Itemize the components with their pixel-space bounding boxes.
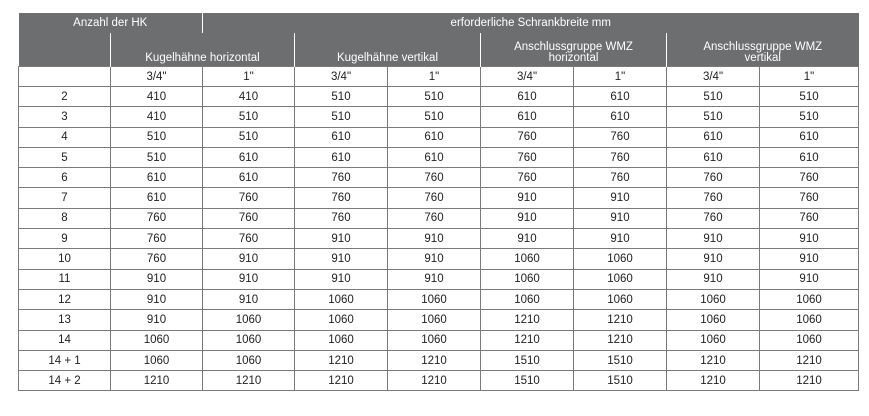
width-value-cell: 910 bbox=[295, 249, 388, 269]
table-row bbox=[19, 310, 859, 330]
width-value-cell: 1060 bbox=[295, 289, 388, 309]
row-count-cell: 14 + 1 bbox=[19, 350, 111, 370]
row-count-cell: 12 bbox=[19, 289, 111, 309]
table-body bbox=[19, 67, 859, 391]
table-row bbox=[19, 127, 859, 147]
width-value-cell: 510 bbox=[760, 107, 859, 127]
table-row bbox=[19, 168, 859, 188]
width-value-cell: 410 bbox=[203, 87, 295, 107]
row-count-cell: 14 bbox=[19, 330, 111, 350]
table-row bbox=[19, 371, 859, 391]
width-value-cell: 910 bbox=[203, 249, 295, 269]
width-value-cell: 1060 bbox=[388, 330, 481, 350]
width-value-cell: 910 bbox=[760, 249, 859, 269]
width-value-cell: 510 bbox=[203, 127, 295, 147]
width-value-cell: 1060 bbox=[481, 269, 574, 289]
width-value-cell: 1060 bbox=[295, 330, 388, 350]
row-count-cell: 14 + 2 bbox=[19, 371, 111, 391]
table-row bbox=[19, 188, 859, 208]
width-value-cell: 610 bbox=[574, 107, 667, 127]
subheader-cell: 3/4" bbox=[481, 67, 574, 87]
width-value-cell: 910 bbox=[667, 229, 760, 249]
width-value-cell: 1510 bbox=[481, 371, 574, 391]
width-value-cell: 910 bbox=[481, 229, 574, 249]
width-value-cell: 760 bbox=[203, 188, 295, 208]
width-value-cell: 910 bbox=[203, 269, 295, 289]
subheader-cell: 3/4" bbox=[295, 67, 388, 87]
header-group-wmz-horizontal bbox=[481, 33, 667, 67]
width-value-cell: 1060 bbox=[667, 330, 760, 350]
width-value-cell: 760 bbox=[388, 168, 481, 188]
width-value-cell: 1060 bbox=[111, 330, 203, 350]
header-row-groups bbox=[19, 33, 859, 67]
subheader-cell: 1" bbox=[574, 67, 667, 87]
width-value-cell: 760 bbox=[388, 188, 481, 208]
table-row bbox=[19, 350, 859, 370]
row-count-cell: 8 bbox=[19, 208, 111, 228]
width-value-cell: 1060 bbox=[760, 289, 859, 309]
header-group-kugel-vertikal: Kugelhähne vertikal bbox=[295, 33, 481, 67]
width-value-cell: 910 bbox=[667, 269, 760, 289]
header-group-wmz-vertikal-line1: Anschlussgruppe WMZ bbox=[703, 41, 823, 53]
width-value-cell: 1060 bbox=[203, 310, 295, 330]
width-value-cell: 1060 bbox=[667, 310, 760, 330]
width-value-cell: 1060 bbox=[481, 289, 574, 309]
width-value-cell: 910 bbox=[388, 229, 481, 249]
header-group-empty bbox=[19, 33, 111, 67]
width-value-cell: 760 bbox=[203, 208, 295, 228]
row-count-cell: 11 bbox=[19, 269, 111, 289]
width-value-cell: 760 bbox=[481, 168, 574, 188]
width-value-cell: 910 bbox=[574, 188, 667, 208]
width-value-cell: 1060 bbox=[574, 269, 667, 289]
width-value-cell: 1060 bbox=[574, 249, 667, 269]
width-value-cell: 1210 bbox=[574, 310, 667, 330]
width-value-cell: 1060 bbox=[760, 310, 859, 330]
width-value-cell: 610 bbox=[481, 87, 574, 107]
table-row bbox=[19, 107, 859, 127]
width-value-cell: 1210 bbox=[388, 371, 481, 391]
width-value-cell: 510 bbox=[667, 107, 760, 127]
width-value-cell: 1210 bbox=[481, 310, 574, 330]
row-count-cell: 9 bbox=[19, 229, 111, 249]
width-value-cell: 1210 bbox=[667, 350, 760, 370]
width-value-cell: 610 bbox=[667, 147, 760, 167]
width-value-cell: 1060 bbox=[388, 310, 481, 330]
width-value-cell: 760 bbox=[481, 127, 574, 147]
table-row bbox=[19, 269, 859, 289]
row-count-cell: 5 bbox=[19, 147, 111, 167]
width-value-cell: 510 bbox=[295, 107, 388, 127]
width-value-cell: 610 bbox=[111, 168, 203, 188]
width-value-cell: 910 bbox=[111, 289, 203, 309]
width-value-cell: 1060 bbox=[203, 350, 295, 370]
width-value-cell: 410 bbox=[111, 87, 203, 107]
row-count-cell: 2 bbox=[19, 87, 111, 107]
table-row bbox=[19, 147, 859, 167]
table-row bbox=[19, 229, 859, 249]
width-value-cell: 1060 bbox=[295, 310, 388, 330]
width-value-cell: 910 bbox=[388, 249, 481, 269]
width-value-cell: 910 bbox=[574, 208, 667, 228]
width-value-cell: 510 bbox=[760, 87, 859, 107]
subheader-cell: 1" bbox=[388, 67, 481, 87]
header-group-wmz-horizontal-line1: Anschlussgruppe WMZ bbox=[514, 41, 633, 53]
subheader-cell: 3/4" bbox=[667, 67, 760, 87]
table-row bbox=[19, 289, 859, 309]
row-count-cell: 3 bbox=[19, 107, 111, 127]
width-value-cell: 910 bbox=[481, 188, 574, 208]
width-value-cell: 610 bbox=[760, 127, 859, 147]
width-value-cell: 760 bbox=[111, 249, 203, 269]
subheader-row bbox=[19, 67, 859, 87]
row-count-cell: 7 bbox=[19, 188, 111, 208]
width-value-cell: 910 bbox=[481, 208, 574, 228]
table-row bbox=[19, 208, 859, 228]
width-value-cell: 910 bbox=[574, 229, 667, 249]
width-value-cell: 910 bbox=[111, 269, 203, 289]
width-value-cell: 1060 bbox=[111, 350, 203, 370]
width-value-cell: 610 bbox=[203, 168, 295, 188]
width-value-cell: 760 bbox=[667, 168, 760, 188]
width-value-cell: 610 bbox=[295, 147, 388, 167]
header-group-wmz-vertikal-line2: vertikal bbox=[744, 52, 781, 64]
subheader-cell: 1" bbox=[760, 67, 859, 87]
width-value-cell: 1510 bbox=[574, 350, 667, 370]
width-value-cell: 910 bbox=[203, 289, 295, 309]
width-value-cell: 510 bbox=[111, 127, 203, 147]
width-value-cell: 910 bbox=[760, 269, 859, 289]
row-count-cell: 13 bbox=[19, 310, 111, 330]
width-value-cell: 1060 bbox=[667, 289, 760, 309]
header-row-top bbox=[19, 13, 859, 33]
width-value-cell: 1210 bbox=[388, 350, 481, 370]
width-value-cell: 910 bbox=[295, 269, 388, 289]
width-value-cell: 1210 bbox=[574, 330, 667, 350]
width-value-cell: 1210 bbox=[760, 371, 859, 391]
header-group-kugel-horizontal: Kugelhähne horizontal bbox=[111, 33, 295, 67]
subheader-cell: 1" bbox=[203, 67, 295, 87]
table-row bbox=[19, 330, 859, 350]
width-value-cell: 760 bbox=[481, 147, 574, 167]
width-value-cell: 1510 bbox=[481, 350, 574, 370]
width-value-cell: 910 bbox=[388, 269, 481, 289]
width-value-cell: 760 bbox=[203, 229, 295, 249]
width-value-cell: 510 bbox=[388, 87, 481, 107]
width-value-cell: 1060 bbox=[574, 289, 667, 309]
width-value-cell: 1510 bbox=[574, 371, 667, 391]
row-count-cell: 10 bbox=[19, 249, 111, 269]
width-value-cell: 1210 bbox=[203, 371, 295, 391]
width-value-cell: 910 bbox=[295, 229, 388, 249]
width-value-cell: 760 bbox=[760, 208, 859, 228]
width-value-cell: 1210 bbox=[295, 350, 388, 370]
width-value-cell: 760 bbox=[574, 168, 667, 188]
width-value-cell: 760 bbox=[295, 188, 388, 208]
width-value-cell: 610 bbox=[111, 188, 203, 208]
width-value-cell: 510 bbox=[295, 87, 388, 107]
width-value-cell: 760 bbox=[667, 188, 760, 208]
width-value-cell: 760 bbox=[760, 168, 859, 188]
width-value-cell: 1060 bbox=[203, 330, 295, 350]
width-value-cell: 1060 bbox=[760, 330, 859, 350]
table-row bbox=[19, 87, 859, 107]
width-value-cell: 410 bbox=[111, 107, 203, 127]
width-value-cell: 910 bbox=[667, 249, 760, 269]
width-value-cell: 510 bbox=[667, 87, 760, 107]
subheader-cell: 3/4" bbox=[111, 67, 203, 87]
row-count-cell: 6 bbox=[19, 168, 111, 188]
width-value-cell: 760 bbox=[760, 188, 859, 208]
width-value-cell: 510 bbox=[388, 107, 481, 127]
width-value-cell: 760 bbox=[667, 208, 760, 228]
width-value-cell: 1210 bbox=[111, 371, 203, 391]
width-value-cell: 760 bbox=[111, 208, 203, 228]
width-value-cell: 610 bbox=[574, 87, 667, 107]
table-row bbox=[19, 249, 859, 269]
header-main: erforderliche Schrankbreite mm bbox=[203, 13, 859, 33]
width-value-cell: 1210 bbox=[295, 371, 388, 391]
width-value-cell: 610 bbox=[760, 147, 859, 167]
width-value-cell: 510 bbox=[111, 147, 203, 167]
width-value-cell: 760 bbox=[388, 208, 481, 228]
width-value-cell: 610 bbox=[295, 127, 388, 147]
width-value-cell: 1210 bbox=[667, 371, 760, 391]
width-value-cell: 1060 bbox=[388, 289, 481, 309]
width-value-cell: 1060 bbox=[481, 249, 574, 269]
header-corner: Anzahl der HK bbox=[19, 13, 203, 33]
width-value-cell: 760 bbox=[295, 208, 388, 228]
width-value-cell: 610 bbox=[667, 127, 760, 147]
header-group-wmz-vertikal bbox=[667, 33, 859, 67]
width-value-cell: 910 bbox=[760, 229, 859, 249]
width-value-cell: 610 bbox=[481, 107, 574, 127]
width-value-cell: 610 bbox=[388, 147, 481, 167]
width-value-cell: 510 bbox=[203, 107, 295, 127]
width-value-cell: 760 bbox=[295, 168, 388, 188]
width-value-cell: 910 bbox=[111, 310, 203, 330]
header-group-wmz-horizontal-line2: horizontal bbox=[548, 52, 599, 64]
width-value-cell: 1210 bbox=[760, 350, 859, 370]
table-container bbox=[18, 13, 858, 391]
subheader-empty bbox=[19, 67, 111, 87]
row-count-cell: 4 bbox=[19, 127, 111, 147]
width-value-cell: 760 bbox=[574, 127, 667, 147]
width-value-cell: 1210 bbox=[481, 330, 574, 350]
width-value-cell: 760 bbox=[574, 147, 667, 167]
width-value-cell: 610 bbox=[203, 147, 295, 167]
cabinet-width-table bbox=[18, 13, 859, 391]
width-value-cell: 610 bbox=[388, 127, 481, 147]
width-value-cell: 760 bbox=[111, 229, 203, 249]
